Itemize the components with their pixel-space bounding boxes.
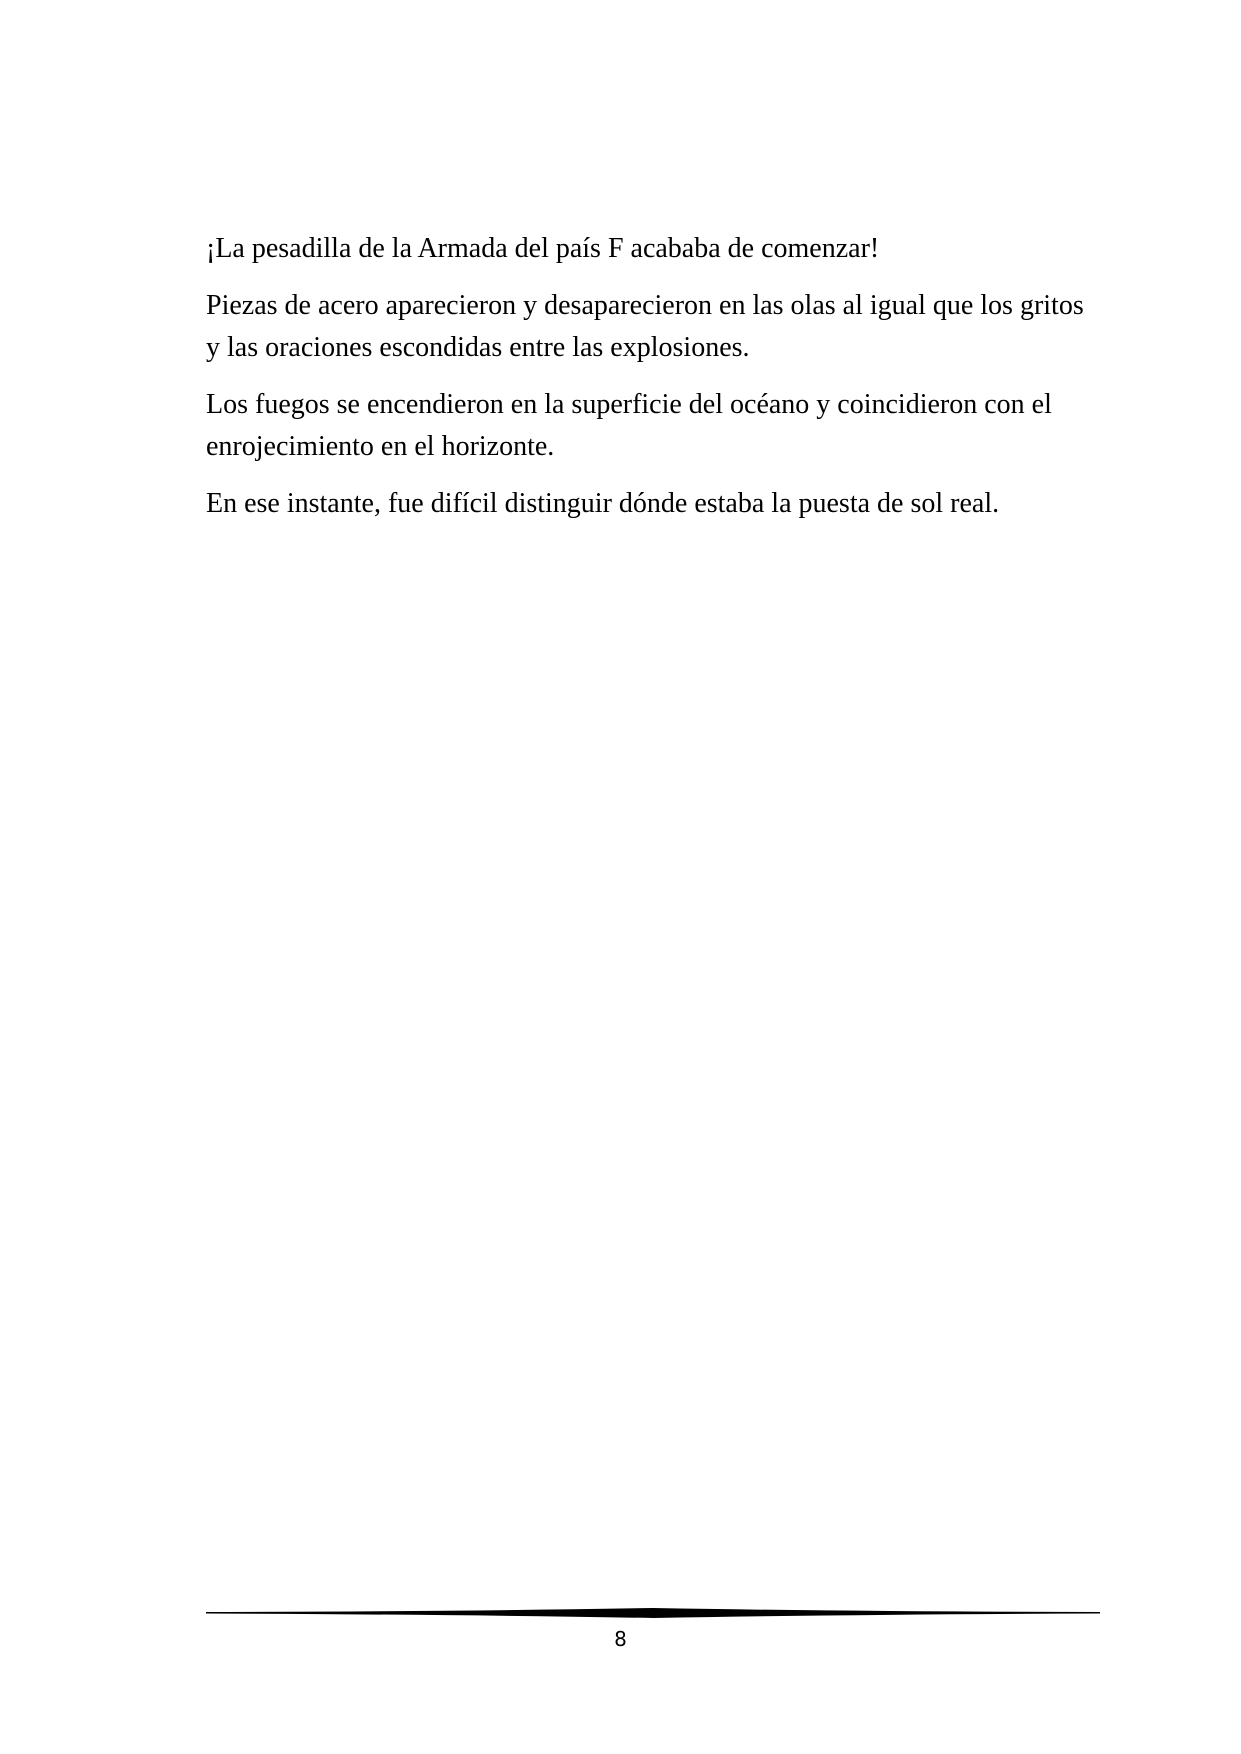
page-number: 8 xyxy=(614,1627,627,1651)
footer-divider xyxy=(206,1606,1100,1620)
paragraph-1: ¡La pesadilla de la Armada del país F acababa de comenzar! xyxy=(206,233,880,264)
paragraph-4: En ese instante, fue difícil distinguir dónde estaba la puesta de sol real. xyxy=(206,488,1000,519)
paragraph-3: Los fuegos se encendieron en la superficie del océano y coincidieron con el enrojecimiento en el horizonte. xyxy=(206,389,1052,462)
body-text xyxy=(206,228,1086,540)
paragraph-2: Piezas de acero aparecieron y desaparecieron en las olas al igual que los gritos y las oraciones escondidas entre las explosiones. xyxy=(206,290,1084,363)
